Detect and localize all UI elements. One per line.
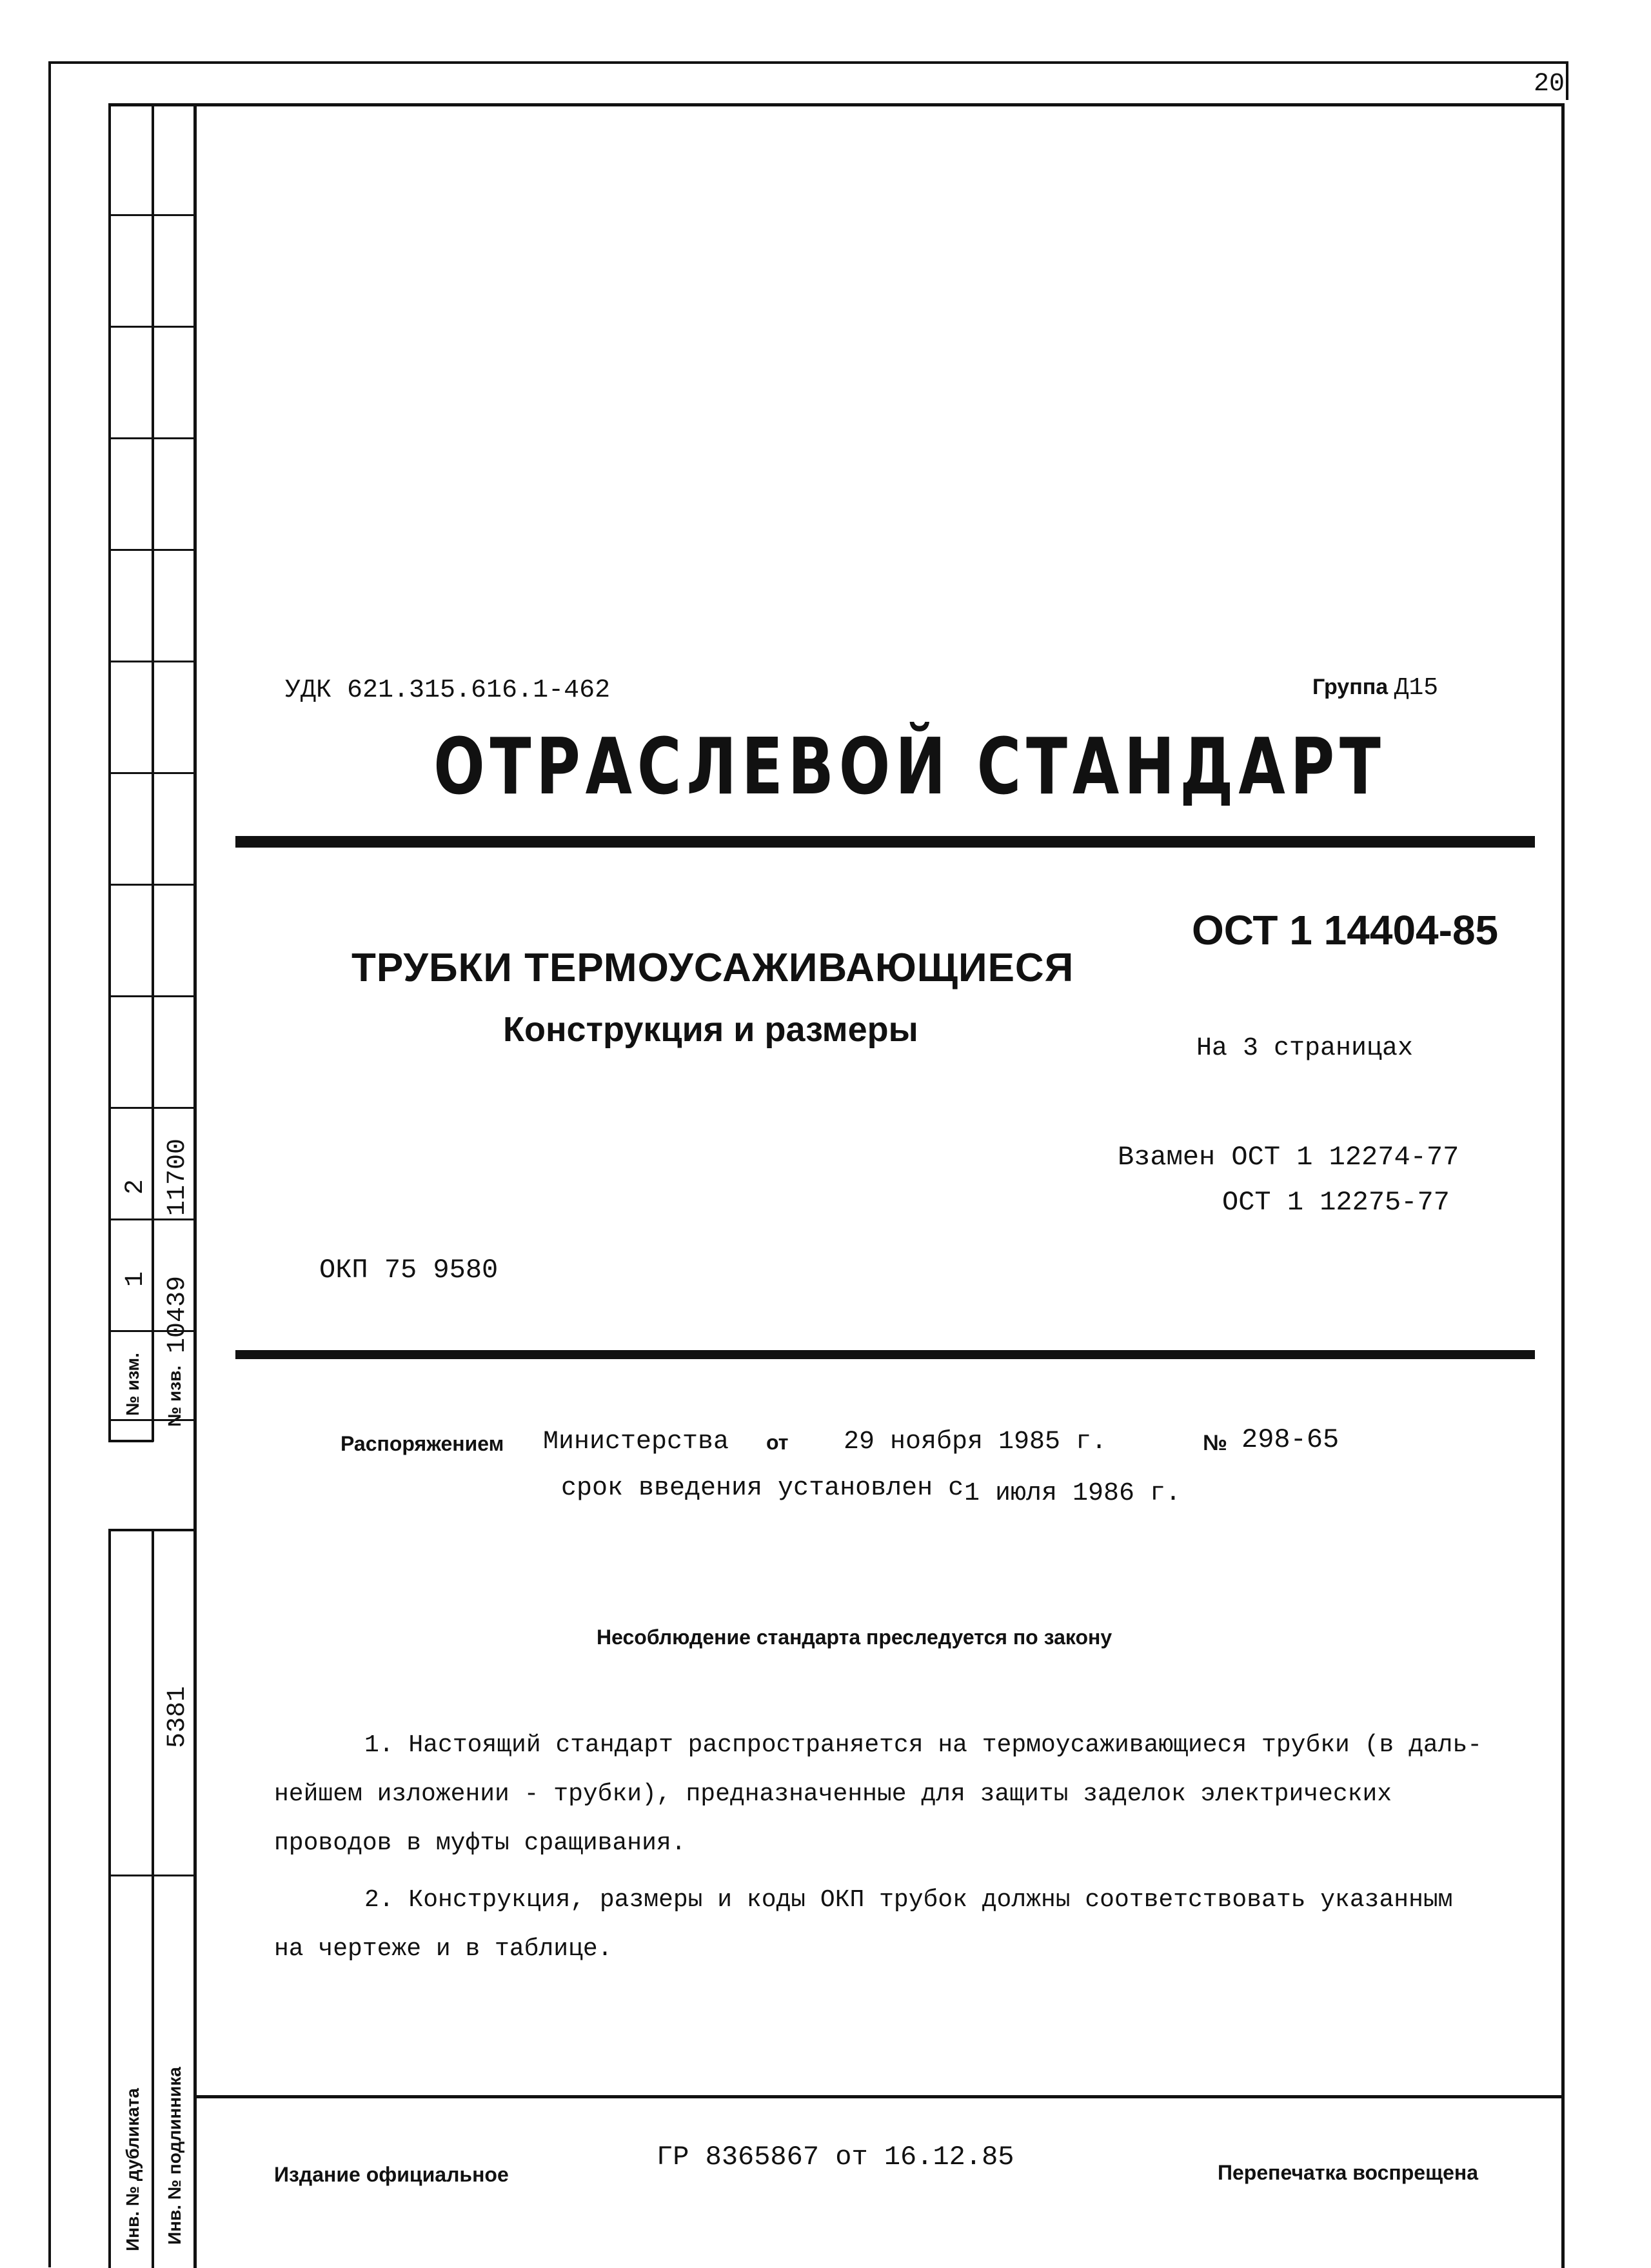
order-ministry: Министерства	[543, 1427, 729, 1457]
stamp-notice-label: № изв.	[164, 1365, 184, 1427]
order-from: от	[766, 1431, 789, 1454]
footer-center: ГР 8365867 от 16.12.85	[657, 2142, 1014, 2173]
stamp-lower-mid-line	[108, 1875, 195, 1876]
order-number-label: №	[1203, 1431, 1227, 1455]
standard-number: ОСТ 1 14404-85	[1192, 907, 1499, 953]
law-notice: Несоблюдение стандарта преследуется по закону	[597, 1626, 1112, 1649]
product-subtitle: Конструкция и размеры	[503, 1010, 918, 1049]
main-title-wrap	[0, 722, 1651, 812]
paragraph-1-line-3: проводов в муфты сращивания.	[274, 1829, 686, 1857]
paragraph-1-line-1: 1. Настоящий стандарт распространяется на термоусаживающиеся трубки (в даль-	[364, 1731, 1483, 1759]
main-title: ОТРАСЛЕВОЙ СТАНДАРТ	[433, 722, 1386, 812]
stamp-change-label: № изм.	[123, 1353, 143, 1416]
stamp-duplicate-label: Инв. № дубликата	[123, 2088, 143, 2251]
stamp-lower-col-mid	[152, 1529, 154, 2268]
paragraph-2-line-2: на чертеже и в таблице.	[274, 1935, 613, 1963]
title-rule	[235, 836, 1535, 848]
stamp-upper-bottom	[108, 1440, 153, 1442]
group-label: Группа	[1312, 675, 1389, 699]
group	[1312, 672, 1438, 702]
paragraph-2	[274, 1876, 1538, 1974]
stamp-lower-col-left	[108, 1529, 111, 2268]
inner-frame-right	[1561, 103, 1565, 2268]
group-value: Д15	[1394, 674, 1439, 702]
paragraph-2-line-1: 2. Конструкция, размеры и коды ОКП трубок должны соответствовать указанным	[364, 1886, 1453, 1914]
order-label: Распоряжением	[341, 1432, 504, 1455]
footer-left: Издание официальное	[274, 2163, 509, 2186]
inner-frame-left	[193, 103, 197, 2268]
order-date: 29 ноября 1985 г.	[844, 1427, 1107, 1457]
okp-rule	[235, 1350, 1535, 1359]
order-number: 298-65	[1241, 1424, 1340, 1455]
stamp-original-label: Инв. № подлинника	[164, 2067, 184, 2245]
product-title: ТРУБКИ ТЕРМОУСАЖИВАЮЩИЕСЯ	[351, 946, 1074, 990]
stamp-original-value: 5381	[163, 1686, 192, 1748]
outer-frame-left	[48, 61, 51, 2267]
replaces-line1: Взамен ОСТ 1 12274-77	[1118, 1142, 1459, 1173]
stamp-change-2: 2	[121, 1179, 150, 1195]
footer-rule	[193, 2095, 1565, 2098]
intro-text: срок введения установлен с	[561, 1474, 964, 1503]
intro-date: 1 июля 1986 г.	[964, 1479, 1181, 1508]
outer-frame-right	[1566, 61, 1568, 100]
udk-text: УДК 621.315.616.1-462	[285, 676, 611, 705]
footer-right: Перепечатка воспрещена	[1218, 2161, 1478, 2184]
pages-note: На 3 страницах	[1196, 1034, 1414, 1063]
stamp-notice-2: 11700	[163, 1138, 192, 1216]
stamp-change-1: 1	[121, 1271, 150, 1287]
outer-frame-top	[48, 61, 1568, 64]
inner-frame-top	[108, 103, 1565, 106]
stamp-notice-1: 10439	[163, 1275, 192, 1353]
paragraph-1	[274, 1721, 1538, 1868]
okp: ОКП 75 9580	[319, 1255, 499, 1286]
paragraph-1-line-2: нейшем изложении - трубки), предназначенные для защиты заделок электрических	[274, 1780, 1392, 1808]
replaces-line2: ОСТ 1 12275-77	[1222, 1187, 1450, 1218]
udk	[285, 676, 610, 705]
page-number: 20	[1534, 70, 1565, 99]
